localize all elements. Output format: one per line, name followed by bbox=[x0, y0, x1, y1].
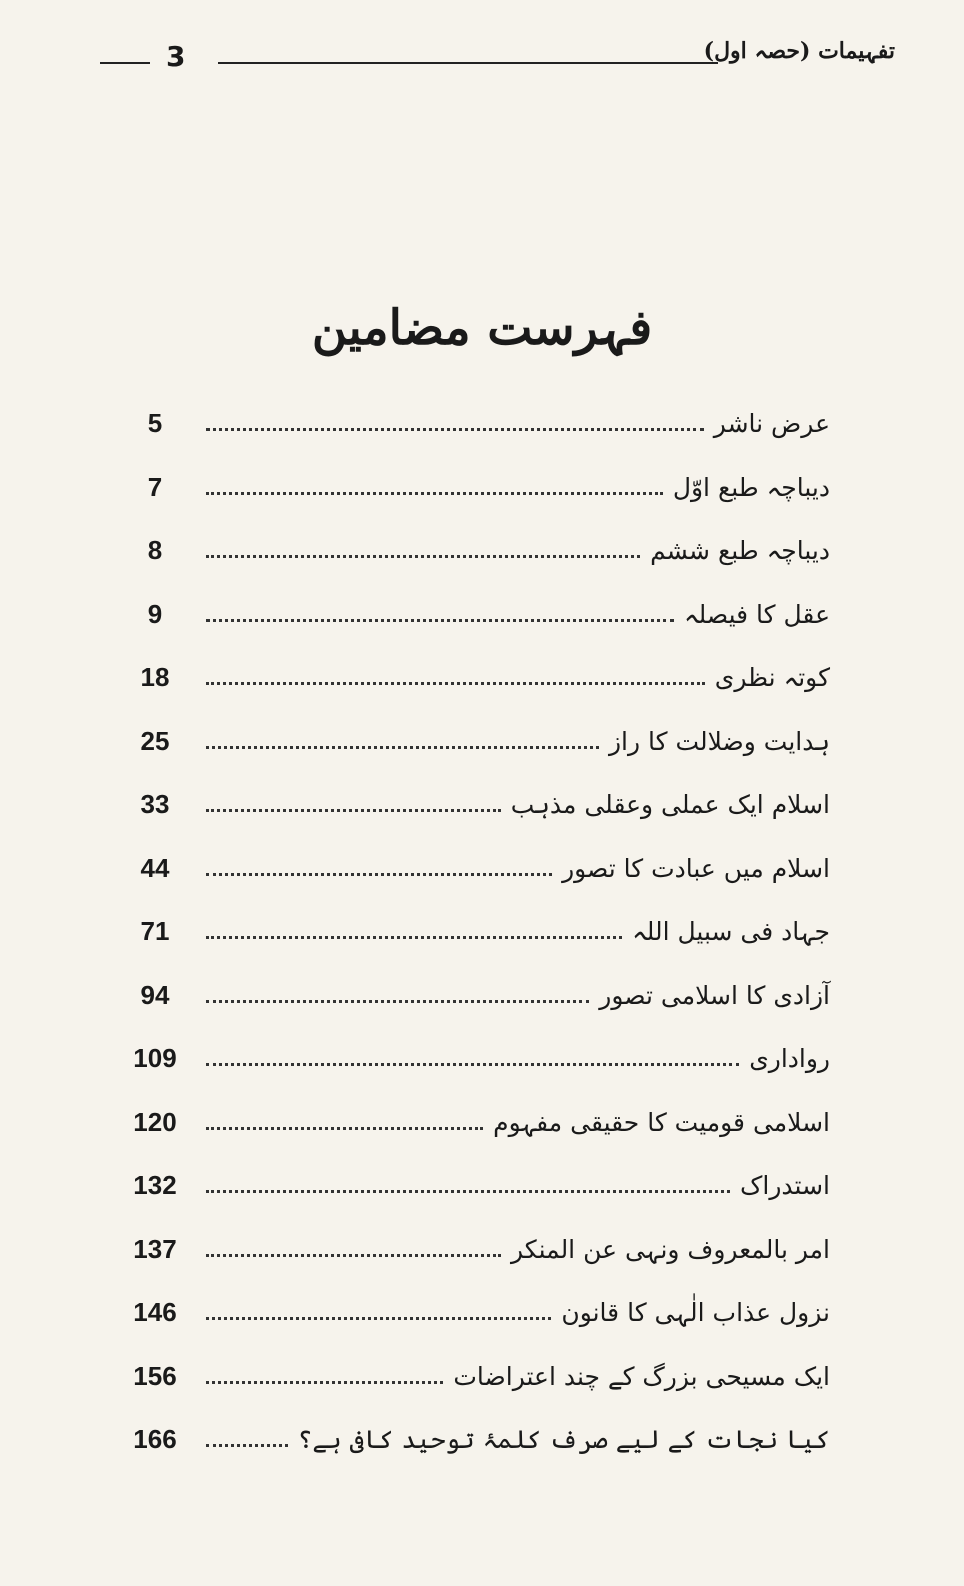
toc-page-number: 156 bbox=[133, 1360, 177, 1391]
toc-leader-dots bbox=[206, 936, 622, 939]
toc-row bbox=[120, 392, 830, 456]
book-title: تفہیمات (حصہ اول) bbox=[703, 38, 895, 64]
toc-leader-dots bbox=[206, 873, 552, 876]
toc-entry-title: کوتہ نظری bbox=[714, 663, 830, 693]
toc-entry-title: نزول عذاب الٰہی کا قانون bbox=[561, 1298, 830, 1328]
toc-entry-title: جہاد فی سبیل اللہ bbox=[632, 917, 830, 947]
toc-page-number: 5 bbox=[147, 408, 163, 439]
toc-row bbox=[120, 837, 830, 901]
toc-leader-dots bbox=[206, 1254, 501, 1257]
toc-entry-title: عرض ناشر bbox=[713, 409, 830, 439]
page-header bbox=[100, 38, 895, 78]
toc-entry-title: عقل کا فیصلہ bbox=[683, 599, 830, 629]
header-rule-left bbox=[100, 62, 150, 64]
toc-entry-title: استدراک bbox=[740, 1171, 830, 1201]
toc-row bbox=[120, 1154, 830, 1218]
toc-entry-title: ایک مسیحی بزرگ کے چند اعتراضات bbox=[453, 1361, 830, 1391]
toc-page-number: 132 bbox=[133, 1170, 177, 1201]
toc-entry-title: کیا نجات کے لیے صرف کلمۂ توحید کافی ہے؟ bbox=[297, 1425, 830, 1455]
toc-page-number: 25 bbox=[140, 725, 170, 756]
toc-page-number: 120 bbox=[133, 1106, 177, 1137]
toc-page-number: 166 bbox=[133, 1424, 177, 1455]
toc-leader-dots bbox=[206, 428, 704, 431]
toc-entry-title: اسلام ایک عملی وعقلی مذہب bbox=[510, 790, 830, 820]
toc-row bbox=[120, 1281, 830, 1345]
toc-leader-dots bbox=[206, 492, 663, 495]
toc-entry-title: ہدایت وضلالت کا راز bbox=[608, 726, 830, 756]
toc-leader-dots bbox=[206, 746, 599, 749]
toc-page-number: 18 bbox=[140, 662, 170, 693]
header-rule bbox=[218, 62, 718, 64]
toc-entry-title: آزادی کا اسلامی تصور bbox=[599, 980, 830, 1010]
toc-page-number: 146 bbox=[133, 1297, 177, 1328]
toc-leader-dots bbox=[206, 1190, 730, 1193]
toc-entry-title: رواداری bbox=[749, 1044, 830, 1074]
toc-leader-dots bbox=[206, 1063, 739, 1066]
toc-leader-dots bbox=[206, 1444, 288, 1447]
toc-row bbox=[120, 964, 830, 1028]
toc-row bbox=[120, 519, 830, 583]
toc-row bbox=[120, 1091, 830, 1155]
toc-row bbox=[120, 646, 830, 710]
toc-leader-dots bbox=[206, 1381, 443, 1384]
toc-leader-dots bbox=[206, 809, 501, 812]
toc-leader-dots bbox=[206, 1317, 551, 1320]
toc-row bbox=[120, 583, 830, 647]
toc-page-number: 8 bbox=[147, 535, 163, 566]
toc-row bbox=[120, 1218, 830, 1282]
toc-page-number: 109 bbox=[133, 1043, 177, 1074]
toc-row bbox=[120, 900, 830, 964]
toc-leader-dots bbox=[206, 555, 640, 558]
toc-page-number: 7 bbox=[147, 471, 163, 502]
toc-entry-title: امر بالمعروف ونہی عن المنکر bbox=[510, 1234, 830, 1264]
toc-page-number: 9 bbox=[147, 598, 163, 629]
toc-page-number: 44 bbox=[140, 852, 170, 883]
toc-row bbox=[120, 456, 830, 520]
toc-row bbox=[120, 1345, 830, 1409]
toc-entry-title: دیباچہ طبع اوّل bbox=[672, 472, 830, 502]
toc-heading: فہرست مضامین bbox=[311, 300, 653, 356]
table-of-contents bbox=[120, 392, 830, 1472]
toc-leader-dots bbox=[206, 1127, 483, 1130]
toc-row bbox=[120, 1408, 830, 1472]
toc-row bbox=[120, 773, 830, 837]
toc-leader-dots bbox=[206, 682, 705, 685]
toc-entry-title: اسلامی قومیت کا حقیقی مفہوم bbox=[493, 1107, 830, 1137]
toc-entry-title: اسلام میں عبادت کا تصور bbox=[562, 853, 830, 883]
toc-page-number: 94 bbox=[140, 979, 170, 1010]
toc-page-number: 33 bbox=[140, 789, 170, 820]
toc-leader-dots bbox=[206, 619, 674, 622]
toc-row bbox=[120, 710, 830, 774]
toc-page-number: 71 bbox=[140, 916, 170, 947]
toc-row bbox=[120, 1027, 830, 1091]
page-number: 3 bbox=[166, 40, 186, 73]
toc-page-number: 137 bbox=[133, 1233, 177, 1264]
toc-leader-dots bbox=[206, 1000, 589, 1003]
toc-entry-title: دیباچہ طبع ششم bbox=[650, 536, 830, 566]
